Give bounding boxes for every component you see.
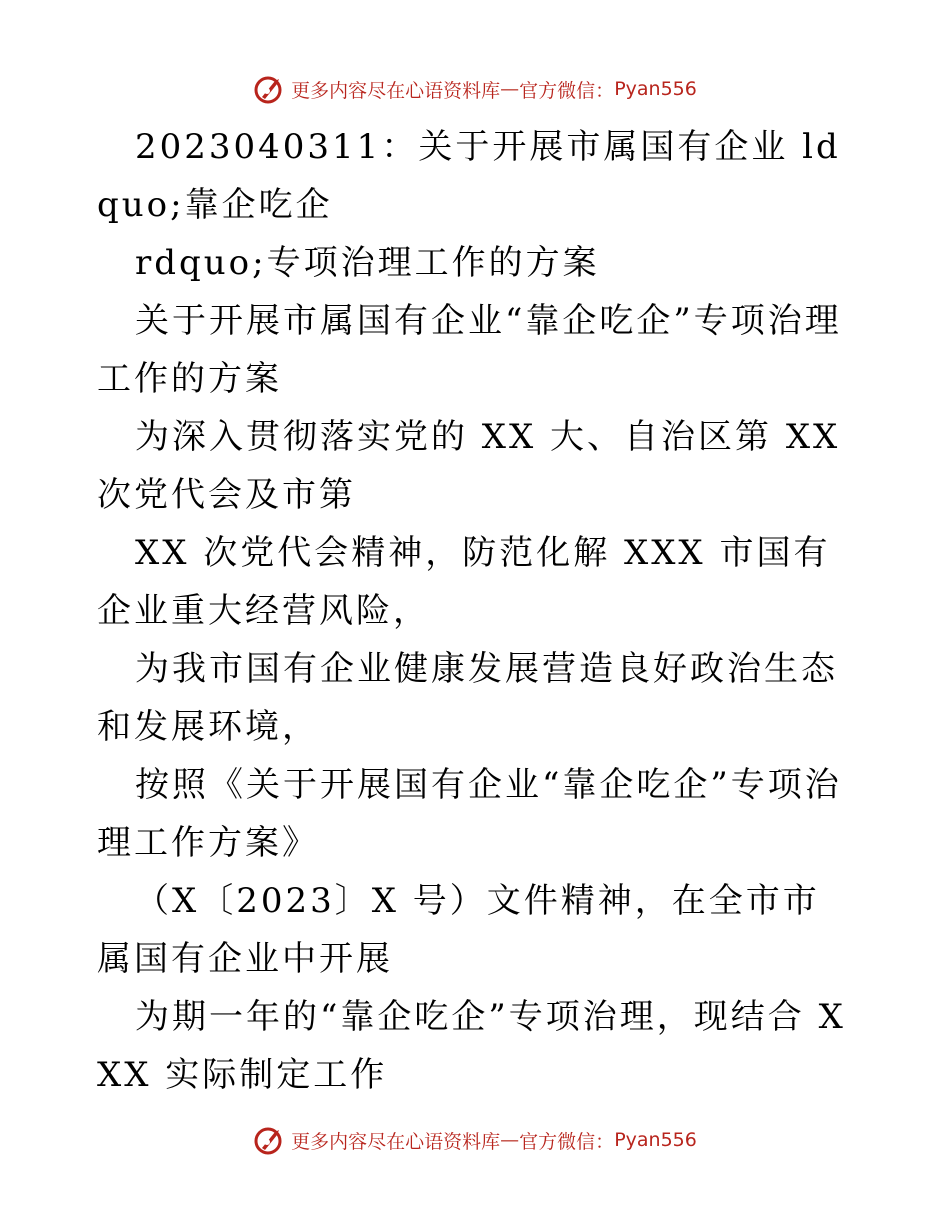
brush-logo-icon: [253, 73, 285, 105]
paragraph-body: 为期一年的“靠企吃企”专项治理，现结合 XXX 实际制定工作: [97, 997, 846, 1095]
paragraph-body: （X〔2023〕X 号）文件精神，在全市市属国有企业中开展: [97, 881, 820, 979]
paragraph-title-line-1: 2023040311：关于开展市属国有企业 ldquo;靠企吃企: [97, 127, 841, 225]
brush-logo-icon: [253, 1124, 285, 1156]
watermark-brand: 更多内容尽在心语资料库: [291, 79, 501, 102]
paragraph-body: 按照《关于开展国有企业“靠企吃企”专项治理工作方案》: [97, 765, 842, 863]
watermark-wechat-id: Pyan556: [614, 78, 697, 100]
header-watermark: [0, 72, 950, 106]
document-body: [97, 118, 853, 1104]
watermark-label: 官方微信：: [519, 79, 615, 102]
paragraph-heading: 关于开展市属国有企业“靠企吃企”专项治理工作的方案: [97, 301, 842, 399]
watermark-separator: —: [500, 78, 520, 100]
footer-watermark: [0, 1123, 950, 1157]
watermark-brand: 更多内容尽在心语资料库: [291, 1130, 501, 1153]
watermark-separator: —: [500, 1129, 520, 1151]
watermark-label: 官方微信：: [519, 1130, 615, 1153]
paragraph-body: 为深入贯彻落实党的 XX 大、自治区第 XX 次党代会及市第: [97, 417, 855, 515]
paragraph-body: 为我市国有企业健康发展营造良好政治生态和发展环境，: [97, 649, 838, 747]
paragraph-title-line-2: rdquo;专项治理工作的方案: [135, 243, 600, 283]
paragraph-body: XX 次党代会精神，防范化解 XXX 市国有企业重大经营风险，: [97, 533, 831, 631]
watermark-wechat-id: Pyan556: [614, 1129, 697, 1151]
